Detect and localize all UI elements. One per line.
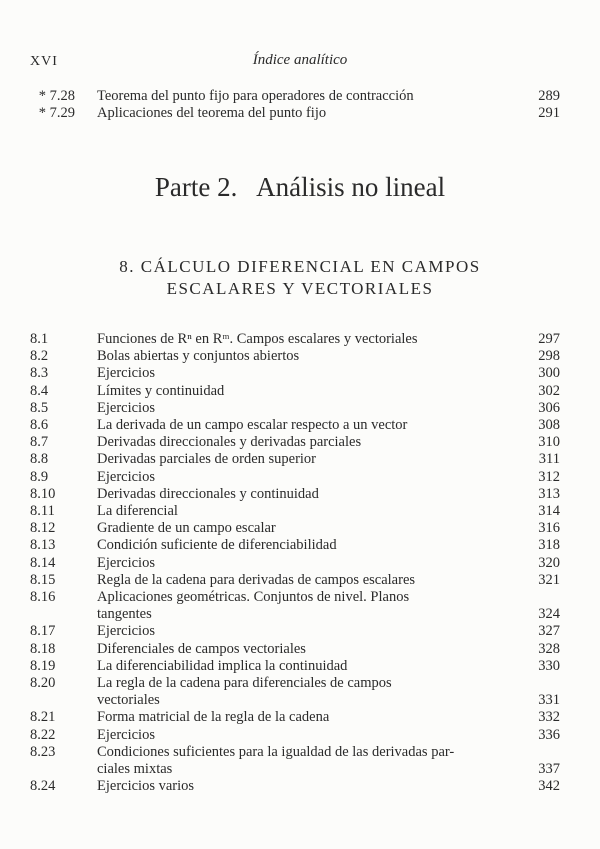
section-title-line: Ejercicios	[97, 468, 155, 485]
section-title-line: La diferencial	[97, 503, 178, 520]
section-title	[97, 105, 520, 122]
toc-entry	[30, 365, 560, 382]
toc-entry	[30, 658, 560, 675]
toc-entry	[30, 469, 560, 486]
page-ref: 313	[538, 485, 560, 502]
toc-entry	[30, 383, 560, 400]
section-number: 8.4	[30, 382, 49, 399]
section-number: 8.20	[30, 675, 56, 692]
toc-previous-chapter	[30, 88, 560, 122]
page-ref: 298	[538, 348, 560, 365]
toc-entry	[30, 451, 560, 468]
page-ref: 342	[538, 778, 560, 795]
page-ref: 314	[538, 503, 560, 520]
section-number: 8.16	[30, 589, 56, 606]
section-number: 8.12	[30, 520, 56, 537]
chapter-title-line-1: 8. CÁLCULO DIFERENCIAL EN CAMPOS	[119, 257, 481, 276]
section-title	[97, 331, 520, 348]
toc-entry	[30, 572, 560, 589]
section-title-line: Aplicaciones del teorema del punto fijo	[97, 105, 327, 122]
section-number: 8.8	[30, 451, 49, 468]
section-title	[97, 641, 520, 658]
section-title-line: ciales mixtas	[97, 761, 173, 778]
page-ref: 297	[538, 331, 560, 347]
page-ref: 318	[538, 537, 560, 554]
section-number: 8.17	[30, 623, 56, 640]
page-ref: 291	[538, 105, 560, 122]
toc-entry	[30, 417, 560, 434]
section-title-line: Derivadas parciales de orden superior	[97, 451, 317, 468]
section-title	[97, 88, 520, 105]
toc-entry	[30, 744, 560, 778]
toc-entry	[30, 434, 560, 451]
section-title	[97, 451, 520, 468]
section-title	[97, 469, 520, 486]
section-number: * 7.29	[38, 105, 75, 122]
section-number: 8.10	[30, 485, 56, 502]
running-header: Índice analítico	[252, 52, 348, 68]
page-number: XVI	[30, 54, 58, 69]
page-ref: 310	[538, 434, 560, 451]
toc-entry	[30, 503, 560, 520]
section-title	[97, 572, 520, 589]
section-title-line: Bolas abiertas y conjuntos abiertos	[97, 348, 300, 365]
part-title: Parte 2. Análisis no lineal	[154, 172, 446, 202]
section-title-line: Derivadas direccionales y derivadas parciales	[97, 434, 362, 451]
chapter-title	[0, 256, 600, 300]
section-number: 8.21	[30, 709, 56, 726]
page-ref: 320	[538, 554, 560, 571]
section-title-line: Gradiente de un campo escalar	[97, 520, 276, 537]
section-title-line: Ejercicios	[97, 623, 155, 640]
section-title-line: Límites y continuidad	[97, 382, 225, 399]
page-ref: 330	[538, 657, 560, 674]
section-title	[97, 778, 520, 795]
section-number: 8.5	[30, 399, 49, 416]
section-number: 8.7	[30, 434, 49, 451]
toc-entry	[30, 778, 560, 795]
section-number: 8.9	[30, 468, 49, 485]
section-title-line: La diferenciabilidad implica la continuidad	[97, 657, 348, 674]
section-number: 8.24	[30, 778, 56, 795]
page-ref: 321	[538, 571, 560, 588]
toc-entry	[30, 641, 560, 658]
section-title	[97, 365, 520, 382]
section-title-line: tangentes	[97, 606, 152, 623]
section-title	[97, 744, 520, 778]
page-ref: 302	[538, 382, 560, 399]
page-ref: 337	[538, 761, 560, 778]
toc-chapter-8	[30, 331, 560, 795]
toc-entry	[30, 623, 560, 640]
toc-entry	[30, 675, 560, 709]
toc-entry	[30, 348, 560, 365]
section-title-line: Diferenciales de campos vectoriales	[97, 640, 306, 657]
section-title-line: Ejercicios	[97, 554, 155, 571]
section-title	[97, 503, 520, 520]
page-ref: 300	[538, 365, 560, 382]
section-number: 8.22	[30, 726, 56, 743]
page-ref: 332	[538, 709, 560, 726]
section-title-line: La derivada de un campo escalar respecto a un vector	[97, 417, 408, 434]
section-number: 8.14	[30, 554, 56, 571]
section-title-line: Ejercicios	[97, 726, 155, 743]
page-ref: 306	[538, 399, 560, 416]
page-ref: 289	[538, 88, 560, 104]
section-number: 8.11	[30, 503, 55, 520]
section-title-line: Funciones de Rⁿ en Rᵐ. Campos escalares y vectoriales	[97, 331, 418, 347]
section-title-line: Forma matricial de la regla de la cadena	[97, 709, 330, 726]
toc-entry	[30, 400, 560, 417]
section-title	[97, 537, 520, 554]
toc-entry	[30, 88, 560, 105]
section-number: 8.15	[30, 571, 56, 588]
section-title-line: Regla de la cadena para derivadas de campos escalares	[97, 571, 416, 588]
section-title	[97, 623, 520, 640]
section-title-line: Ejercicios varios	[97, 778, 195, 795]
page-ref: 311	[538, 451, 560, 468]
section-number: 8.18	[30, 640, 56, 657]
section-title-line: Teorema del punto fijo para operadores de contracción	[97, 88, 414, 104]
toc-entry	[30, 486, 560, 503]
section-title	[97, 589, 520, 623]
toc-entry	[30, 555, 560, 572]
page-ref: 312	[538, 468, 560, 485]
section-number: 8.2	[30, 348, 49, 365]
section-title	[97, 709, 520, 726]
toc-entry	[30, 105, 560, 122]
section-number: 8.23	[30, 743, 56, 760]
section-title	[97, 400, 520, 417]
section-title	[97, 658, 520, 675]
section-title	[97, 555, 520, 572]
toc-entry	[30, 520, 560, 537]
section-number: 8.13	[30, 537, 56, 554]
section-title	[97, 434, 520, 451]
toc-entry	[30, 537, 560, 554]
section-number: 8.3	[30, 365, 49, 382]
section-number: 8.6	[30, 417, 49, 434]
section-title	[97, 727, 520, 744]
page-ref: 308	[538, 417, 560, 434]
section-title-line: Ejercicios	[97, 399, 155, 416]
section-number: * 7.28	[38, 88, 75, 104]
page-ref: 324	[538, 606, 560, 623]
page-ref: 327	[538, 623, 560, 640]
toc-entry	[30, 709, 560, 726]
section-title-line: La regla de la cadena para diferenciales de campos	[97, 675, 392, 692]
section-title-line: Condición suficiente de diferenciabilidad	[97, 537, 337, 554]
section-title	[97, 675, 520, 709]
toc-entry	[30, 331, 560, 348]
section-number: 8.19	[30, 657, 56, 674]
section-title	[97, 520, 520, 537]
section-title	[97, 348, 520, 365]
section-title-line: Ejercicios	[97, 365, 155, 382]
page-ref: 336	[538, 726, 560, 743]
section-title-line: vectoriales	[97, 692, 160, 709]
page-ref: 316	[538, 520, 560, 537]
section-title-line: Aplicaciones geométricas. Conjuntos de nivel. Planos	[97, 589, 410, 606]
page-ref: 331	[538, 692, 560, 709]
section-title	[97, 383, 520, 400]
section-title-line: Derivadas direccionales y continuidad	[97, 485, 319, 502]
toc-entry	[30, 727, 560, 744]
section-title-line: Condiciones suficientes para la igualdad de las derivadas par-	[97, 743, 455, 760]
toc-entry	[30, 589, 560, 623]
page-ref: 328	[538, 640, 560, 657]
chapter-title-line-2: ESCALARES Y VECTORIALES	[166, 279, 434, 298]
section-number: 8.1	[30, 331, 49, 347]
section-title	[97, 417, 520, 434]
section-title	[97, 486, 520, 503]
